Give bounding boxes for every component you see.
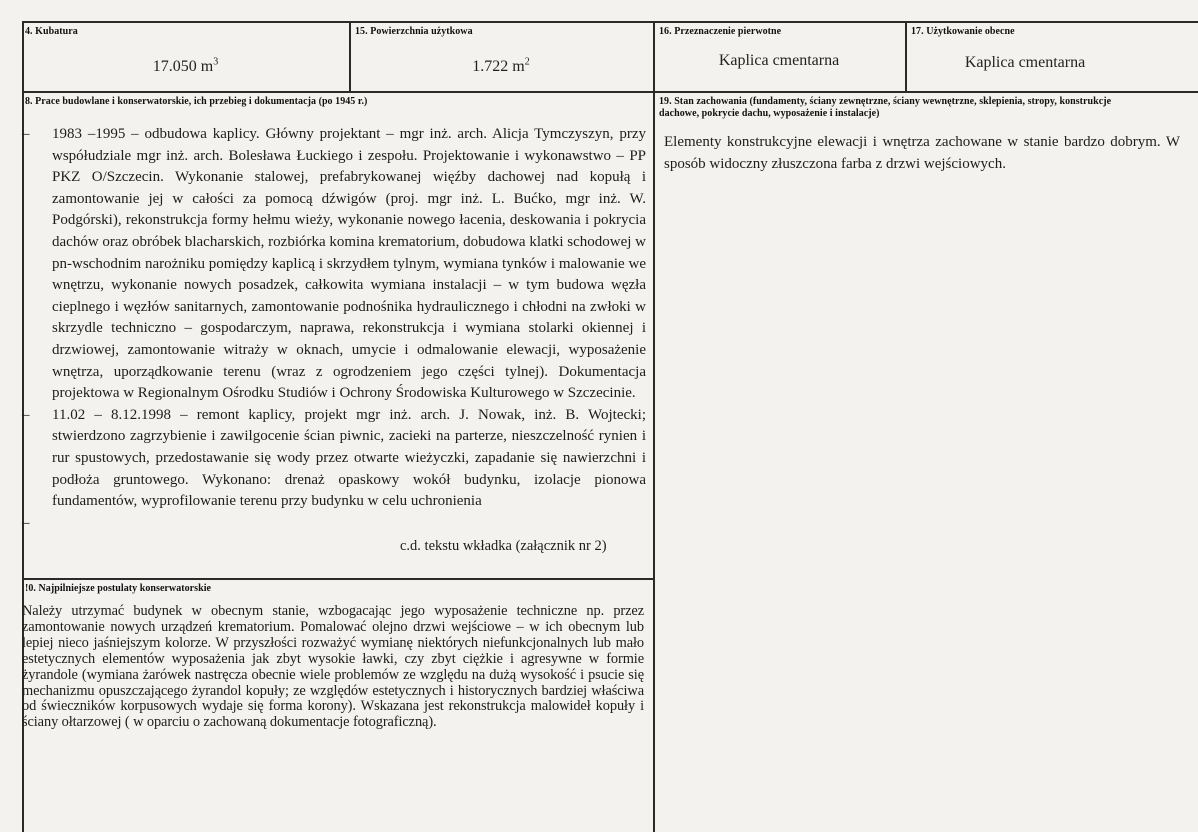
- section18-list: [22, 124, 646, 535]
- continuation-note: c.d. tekstu wkładka (załącznik nr 2): [400, 538, 607, 554]
- powierzchnia-label: 15. Powierzchnia użytkowa: [355, 26, 473, 37]
- przeznaczenie-value: Kaplica cmentarna: [718, 52, 840, 69]
- section19-label-line2: dachowe, pokrycie dachu, wyposażenie i instalacje): [659, 108, 880, 119]
- divider-row1-bottom: [22, 91, 1198, 93]
- przeznaczenie-label: 16. Przeznaczenie pierwotne: [659, 26, 782, 37]
- section20-text: Należy utrzymać budynek w obecnym stanie, wzbogacając jego wyposażenie techniczne np. przez zamontowanie nowych urządzeń krematorium. Pomalować olejno drzwi wejściowe – w ich obecnym lub lepiej nieco jaśniejszym kolorze. W przyszłości rozważyć wymianę niektórych niefunkcjonalnych lub mało estetycznych elementów wyposażenia jak zbyt wysokie ławki, czy zbyt ciężkie i agresywne w formie żyrandole (wymiana żarówek nastręcza obecnie wiele problemów ze względu na dużą wysokość i psucie się mechanizmu opuszczającego żyrandol kopuły; ze względów estetycznych i historycznych bardziej właściwa od świeczników korpusowych wydaje się forma korony). Wskazana jest rekonstrukcja malowideł kopuły i ściany ołtarzowej ( w oparciu o zachowaną dokumentacje fotograficzną).: [22, 603, 644, 731]
- divider-col1: [349, 21, 351, 92]
- powierzchnia-number: 1.722 m: [472, 58, 525, 75]
- uzytkowanie-value: Kaplica cmentarna: [964, 54, 1086, 71]
- divider-middle: [653, 21, 655, 832]
- list-item-text: 11.02 – 8.12.1998 – remont kaplicy, projekt mgr inż. arch. J. Nowak, inż. B. Wojtecki; stwierdzono zagrzybienie i zawilgocenie ścian piwnic, zacieki na parterze, nieszczelność rynien i rur spustowych, przedostawanie się wody przez otwarte wieżyczki, zapadanie się nawierzchni i podłoża gruntowego. Wykonano: drenaż opaskowy wokół budynku, izolacje pionowa fundamentów, wyprofilowanie terenu przy budynku w celu uchronienia: [52, 406, 646, 510]
- divider-top: [22, 21, 1198, 23]
- section19-label-line1: 19. Stan zachowania (fundamenty, ściany zewnętrzne, ściany wewnętrzne, sklepienia, stropy, konstrukcje: [659, 96, 1112, 107]
- kubatura-number: 17.050 m: [152, 58, 214, 75]
- section20-label: !0. Najpilniejsze postulaty konserwatorskie: [25, 583, 212, 594]
- list-item: [22, 405, 646, 513]
- kubatura-label: 4. Kubatura: [25, 26, 78, 37]
- list-item-text: 1983 –1995 – odbudowa kaplicy. Główny projektant – mgr inż. arch. Alicja Tymczyszyn, przy współudziale mgr inż. arch. Bolesława Łuckiego i zespołu. Projektowanie i wykonawstwo – PP PKZ O/Szczecin. Wykonanie stalowej, prefabrykowanej więźby dachowej nad kopułą i zamontowanie jej w całości za pomocą dźwigów (proj. mgr inż. L. Bućko, mgr inż. W. Podgórski), rekonstrukcja formy hełmu wieży, wykonanie nowego łacenia, deskowania i pokrycia dachów oraz obróbek blacharskich, rozbiórka komina krematorium, dobudowa klatki schodowej w pn-wschodnim narożniku pomiędzy kaplicą i skrzydłem tylnym, wymiana tynków i malowanie we wnętrzu, wykonanie nowych posadzek, całkowita wymiana instalacji – w tym budowa węzła cieplnego i węzłów sanitarnych, zamontowanie podnośnika hydraulicznego i chłodni na zwłoki w skrzydle techniczno – gospodarczym, naprawa, rekonstrukcja i wymiana stolarki okiennej i drzwiowej, zamontowanie witraży w oknach, umycie i odmalowanie elewacji, wyposażenie wnętrza, uporządkowanie terenu (wraz z ogrodzeniem jego części tylnej). Dokumentacja projektowa w Regionalnym Ośrodku Studiów i Ochrony Środowiska Kulturowego w Szczecinie.: [52, 126, 646, 402]
- section18-label: 8. Prace budowlane i konserwatorskie, ich przebieg i dokumentacja (po 1945 r.): [25, 96, 368, 107]
- list-dash: –: [22, 514, 30, 531]
- kubatura-exponent: 3: [213, 56, 219, 68]
- list-item: [22, 124, 646, 405]
- uzytkowanie-label: 17. Użytkowanie obecne: [911, 26, 1015, 37]
- kubatura-value: [22, 58, 349, 76]
- list-item-empty: [22, 513, 646, 535]
- section19-text: Elementy konstrukcyjne elewacji i wnętrza zachowane w stanie bardzo dobrym. W sposób widoczny złuszczona farba z drzwi wejściowych.: [664, 134, 1180, 172]
- list-dash: –: [22, 126, 30, 142]
- list-dash: –: [22, 406, 30, 423]
- powierzchnia-exponent: 2: [524, 56, 530, 68]
- divider-section18-bottom: [22, 578, 654, 580]
- powierzchnia-value: [349, 58, 653, 76]
